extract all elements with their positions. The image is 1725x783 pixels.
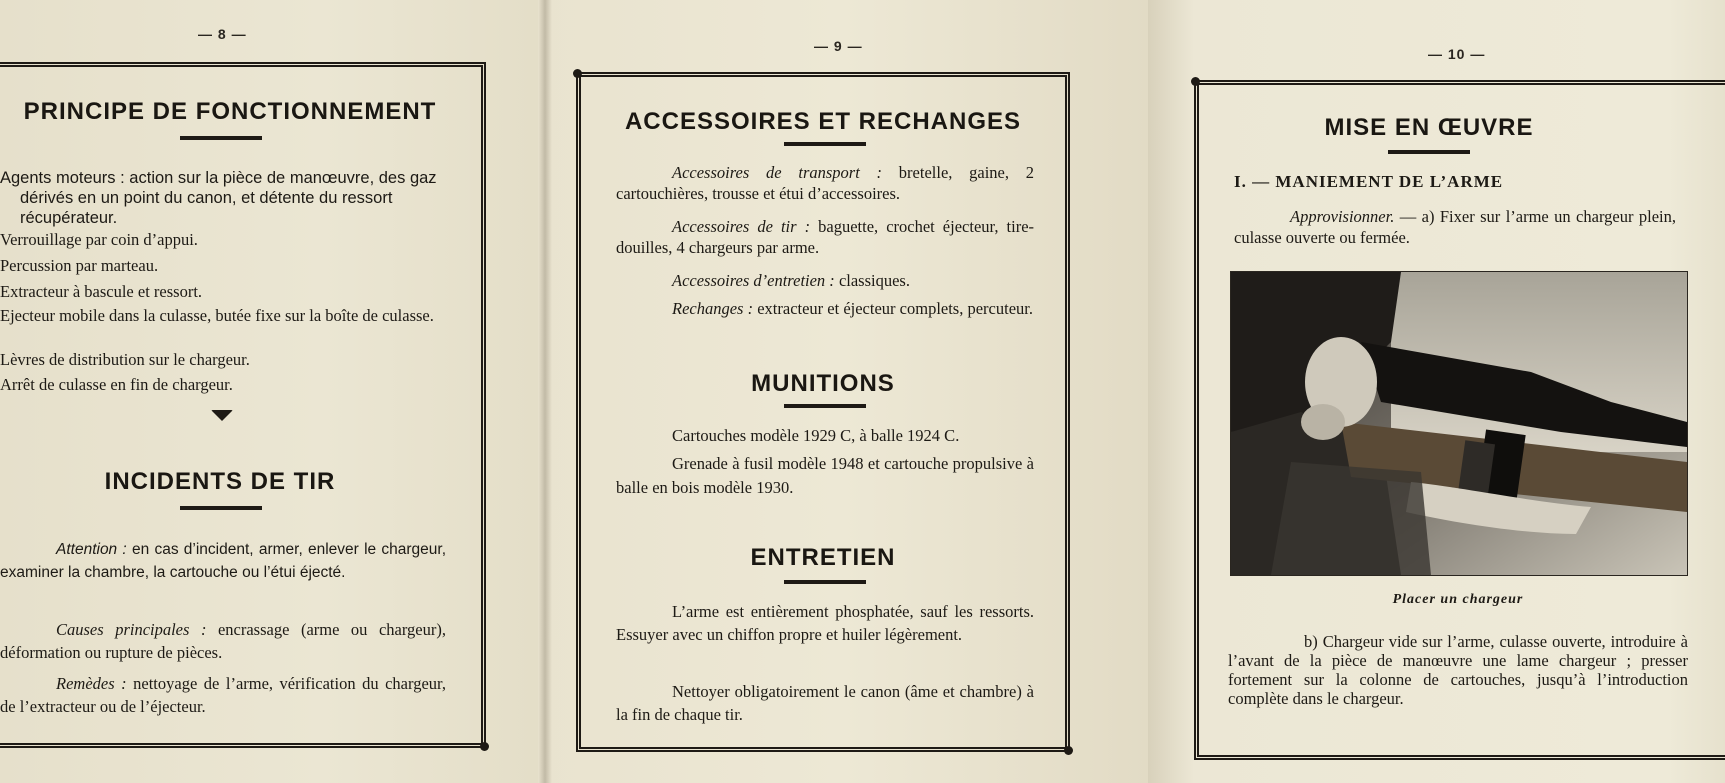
paragraph: Cartouches modèle 1929 C, à balle 1924 C. bbox=[672, 426, 960, 445]
section-title: ACCESSOIRES ET RECHANGES bbox=[624, 108, 1022, 135]
text: baguette, crochet éjecteur, tire-douilles, 4 chargeurs par arme. bbox=[616, 217, 1035, 257]
paragraph: Nettoyer obligatoirement le canon (âme et chambre) à la fin de chaque tir. bbox=[616, 682, 1034, 724]
paragraph bbox=[0, 618, 446, 664]
paragraph: b) Chargeur vide sur l’arme, culasse ouverte, introduire à l’avant de la pièce de manœuvre une lame chargeur ; presser fortement sur la colonne de cartouches, jusqu’à l’introduction complète dans le chargeur. bbox=[1228, 632, 1688, 708]
section-title: INCIDENTS DE TIR bbox=[104, 468, 336, 495]
paragraph bbox=[616, 162, 1034, 204]
label: Approvisionner. bbox=[1290, 207, 1395, 226]
title-rule bbox=[784, 580, 866, 584]
page-number: — 8 — bbox=[198, 26, 247, 42]
list-item: Arrêt de culasse en fin de chargeur. bbox=[0, 375, 233, 394]
page-10 bbox=[1148, 0, 1725, 783]
gutter-shadow bbox=[538, 0, 552, 783]
text: encrassage (arme ou chargeur), déformation ou rupture de pièces. bbox=[0, 620, 446, 662]
section-title: MISE EN ŒUVRE bbox=[1324, 114, 1534, 141]
text: nettoyage de l’arme, vérification du chargeur, de l’extracteur ou de l’éjecteur. bbox=[0, 674, 446, 716]
title-rule bbox=[784, 404, 866, 408]
text: bretelle, gaine, 2 cartouchières, trousse et étui d’accessoires. bbox=[616, 163, 1035, 203]
page-9 bbox=[538, 0, 1148, 783]
page-8 bbox=[0, 0, 538, 783]
label: Attention : bbox=[56, 541, 127, 558]
text: — a) Fixer sur l’arme un chargeur plein, culasse ouverte ou fermée. bbox=[1234, 207, 1676, 247]
page-number: — 9 — bbox=[814, 38, 863, 54]
ornament bbox=[211, 410, 233, 421]
label: Accessoires d’entretien : bbox=[672, 271, 835, 290]
title-rule bbox=[784, 142, 866, 146]
list-item: Percussion par marteau. bbox=[0, 256, 159, 275]
label: Causes principales : bbox=[56, 620, 207, 639]
photo-caption: Placer un chargeur bbox=[1392, 592, 1524, 607]
label: Accessoires de tir : bbox=[672, 217, 811, 236]
section-title: ENTRETIEN bbox=[750, 544, 896, 571]
list-item: Agents moteurs : action sur la pièce de manœuvre, des gaz dérivés en un point du canon, et détente du ressort récupérateur. bbox=[0, 169, 437, 227]
section-title: PRINCIPE DE FONCTIONNEMENT bbox=[23, 98, 437, 125]
page-number: — 10 — bbox=[1428, 46, 1486, 62]
label: Remèdes : bbox=[56, 674, 127, 693]
label: Rechanges : bbox=[672, 299, 754, 318]
list-item: Ejecteur mobile dans la culasse, butée fixe sur la boîte de culasse. bbox=[0, 306, 434, 325]
paragraph bbox=[1234, 206, 1676, 248]
label: Accessoires de transport : bbox=[672, 163, 883, 182]
photo-illustration bbox=[1231, 272, 1687, 575]
title-rule bbox=[1388, 150, 1470, 154]
list-item: Extracteur à bascule et ressort. bbox=[0, 282, 203, 301]
paragraph bbox=[616, 216, 1034, 258]
photo-loading-magazine bbox=[1230, 271, 1688, 576]
section-title: MUNITIONS bbox=[751, 370, 895, 397]
paragraph: Grenade à fusil modèle 1948 et cartouche propulsive à balle en bois modèle 1930. bbox=[616, 454, 1034, 497]
text: en cas d’incident, armer, enlever le chargeur, examiner la chambre, la cartouche ou l’étui éjecté. bbox=[0, 541, 446, 581]
paragraph bbox=[616, 270, 1034, 291]
list-item: Verrouillage par coin d’appui. bbox=[0, 230, 198, 249]
list-item: Lèvres de distribution sur le chargeur. bbox=[0, 350, 250, 369]
paragraph bbox=[616, 298, 1034, 319]
title-rule bbox=[180, 136, 262, 140]
subsection-heading: I. — MANIEMENT DE L’ARME bbox=[1234, 172, 1504, 191]
text: extracteur et éjecteur complets, percuteur. bbox=[753, 299, 1033, 318]
paragraph bbox=[0, 672, 446, 718]
paragraph: L’arme est entièrement phosphatée, sauf les ressorts. Essuyer avec un chiffon propre et huiler légèrement. bbox=[616, 602, 1034, 644]
title-rule bbox=[180, 506, 262, 510]
text: classiques. bbox=[834, 271, 910, 290]
paragraph bbox=[0, 538, 446, 584]
